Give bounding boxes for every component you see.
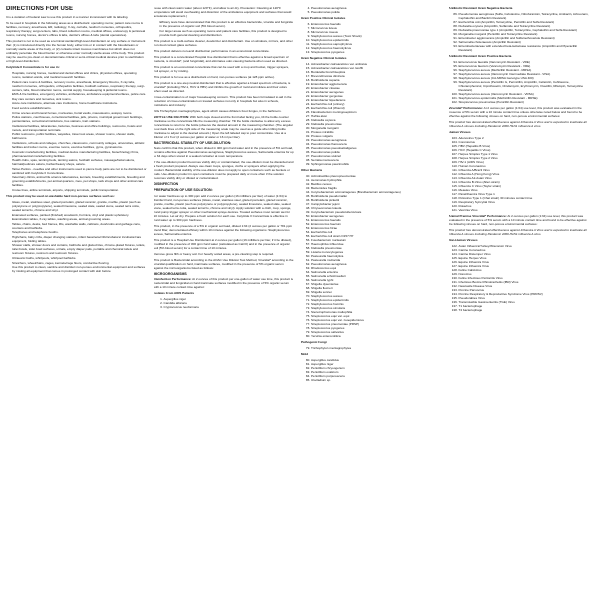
gram-negative-list <box>301 62 442 166</box>
list-item: 135. Pseudorabies Virus <box>459 296 590 300</box>
stability-text: Tests confirm that this product, when diluted in 400 ppm hard water and in the presence of 5% soil load, remains effective against Pseudomonas aeruginosa, Staphylococcus aureus, Salmonella enterica for up to 64 days when stored in a sealed container at room temperature. <box>153 146 294 158</box>
list-item: • Highchairs, baby cribs, diaper changing stations, infant bassinets/crib/incubators/ incubator/care equipment, folding tables. <box>12 235 147 243</box>
list-item: 23. Enterobacter liquefaciens <box>311 98 442 102</box>
list-item: • Cruise lines, airline terminals, airports, shipping terminals, public transportation. <box>12 188 147 192</box>
pre-clean-text: Remove gross filth or heavy soil. For heavily soiled areas, a pre-cleaning step is required. <box>153 251 275 256</box>
federal-law-text: It is a violation of Federal Law to use this product in a manner inconsistent with its labeling. <box>6 15 129 19</box>
list-item: 15. Acinetobacter calcoaceticus var. lwoffii <box>311 66 442 70</box>
list-item: 32. Proteus vulgaris <box>311 134 442 138</box>
human-viruses-title: Human Viruses <box>448 130 471 134</box>
list-item: 16. Bordetella bronchiseptica <box>311 70 442 74</box>
virucidal-lead: Virucidal* Performance: <box>448 106 483 110</box>
list-item: 111. Influenza A/Brazil Virus <box>459 168 590 172</box>
disinfection-performance-text: At 2 ounces of this product per one-gallon of water use time, this product is bactericidal and fungicidal on hard inanimate surfaces modified in the presence of 5% organic serum with a 10 minute contact time against: <box>153 277 294 290</box>
animal-virucidal-paragraph <box>449 214 590 226</box>
list-item: 60. Pasteurella haemolytica <box>311 254 442 258</box>
list-item: 114. Influenza B-Virus (Allen strain) <box>459 180 590 184</box>
one-step-text: This product is a one-step neutral disinfectant that is effective against a broad spectrum of bacteria, is virucidal* (including HIV-1, HCV & HBV) and inhibits the growth of mold and mildew and their odors when used as directed. <box>153 80 291 93</box>
sterilant-warning-text: This product is not to be used as a terminal sterilant/high-level disinfectant on any surface or instrument that: (1) is introduced directly into the human body, either into or in contact with the bloodstream or normally sterile areas of the body, or (2) contacts intact mucous membranes but which does not ordinarily penetrate the blood barrier or otherwise enter normally sterile areas of the body. This product may be used to pre-clean or decontaminate critical or semi-critical medical devices prior to sterilization or high-level disinfection. <box>6 39 146 63</box>
list-item: 133. Porcine Parvovirus <box>459 288 590 292</box>
list-item: 94. Enterococcus faecalis (Vancomycin Resistant - VRE) <box>459 60 590 64</box>
list-item: 128. Feline Calicivirus <box>459 268 590 272</box>
list-item: 115. Influenza C Virus (Taylor strain) <box>459 184 590 188</box>
list-item: 70. Staphylococcus aureus <box>311 294 442 298</box>
fungi-title: Pathogenic Fungi <box>301 340 327 344</box>
list-item: 124. Canine Distemper Virus <box>459 252 590 256</box>
list-item: 67. Shigella dysenteriae <box>311 282 442 286</box>
use-dilution-dirty-text: If the use-dilution product becomes visibly dirty or contaminated, the use-dilution must be discarded and a fresh product prepared. Always use clean mops, sponges, cloths or sprayers when applying the product. Bactericidal stability of the use-dilution does not apply to open containers such as buckets or pails. Use-dilution product in open containers must be prepared daily or more often if the solution becomes visibly dirty or diluted or contaminated. <box>153 160 294 180</box>
list-item: 75. Streptococcus equi var. equi <box>311 314 442 318</box>
list-item: 64. Salmonella enterica <box>311 270 442 274</box>
list-item: 87. Escherichia coli (Ampicillin, Tetracycline, Penicillin and Sulfa Resistant) <box>459 20 590 24</box>
influenza-note-1: This product has demonstrated effectiveness against Influenza A Virus and is expected to inactivate all influenza A viruses including Pandemic 2009 H1N1 influenza A virus. <box>448 120 587 128</box>
list-item: • Police stations, courthouses, correctional facilities, jails, prisons, municipal government buildings, penitentiaries, correctional institutions, bus stations, train stations. <box>12 115 147 123</box>
list-item: 137. T1 bacteriophage <box>459 304 590 308</box>
list-item: • Crime scenes and funeral homes, mortuaries, burial vaults, mausoleums, autopsy rooms. <box>12 111 147 115</box>
list-item: 106. HCV (Hepatitis C Virus) <box>459 148 590 152</box>
list-item: 93. Enterobacteriaceae with extended beta-lactamase resistance (Ampicillin and Piperacillin Resistant) <box>459 44 590 52</box>
list-item: • Shower stalls, shower doors and curtains, bathtubs and glazed tiles, chrome-plated fixtures, toilets, toilet bowls, toilet bowl surfaces, urinals, empty diaper pails, portable and chemical toilets and restroom fixtures, restroom and restroom fixtures. <box>12 243 147 255</box>
list-item: 100. Staphylococcus aureus (Vancomycin Resistant - VRSA) <box>459 92 590 96</box>
list-item: 91. Enterobacter agglomerans (Ampicillin and Sulfamethoxazole Resistant) <box>459 36 590 40</box>
list-item: 54. Escherichia coli <box>311 230 442 234</box>
column-1 <box>6 6 147 596</box>
list-item: 107. Herpes Simplex Type 1 Virus <box>459 152 590 156</box>
list-item: 103. Adenovirus Type 2 <box>459 136 590 140</box>
list-item: 9. Staphylococcus aureus (Toxic Shock) <box>311 34 442 38</box>
list-item: 36. Pseudomonas putida <box>311 150 442 154</box>
list-item: • Examination tables, X-ray tables, washing areas, animal grooming areas. <box>12 217 147 221</box>
list-item: 66. Salmonella typhi <box>311 278 442 282</box>
list-item: • Cosmetic manufacturing facilities, medical device manufacturing facilities, biotechnology firms, pharmaceutical manufacturing facilities. <box>12 150 147 158</box>
list-item: 58. Klebsiella pneumoniae <box>311 246 442 250</box>
list-item: 96. Staphylococcus aureus (Methicillin Resistant - MRSA) <box>459 68 590 72</box>
list-item: 123. Canine Coronavirus <box>459 248 590 252</box>
list-item: 6. Enterococcus faecalis <box>311 22 442 26</box>
list-item: 129. Norovirus <box>459 272 590 276</box>
list-item: 113. Influenza A2-Asian Virus <box>459 176 590 180</box>
gram-negative-title: Gram Negative Clinical Isolates <box>301 56 347 60</box>
list-item: 73. Staphylococcus simulans <box>311 306 442 310</box>
list-item: 43. Bacteroides fragilis <box>311 186 442 190</box>
cross-contamination-text: Cross-contamination is of major housekeeping concern. This product has been formulated to aid in the reduction of cross-contamination on treated surfaces not only in hospitals but also in schools, institutions and industry. <box>153 94 292 107</box>
list-item: 52. Enterococcus faecium <box>311 222 442 226</box>
aids-isolates-list <box>154 297 295 309</box>
list-item: 79. Trichophyton mentagrophytes <box>311 346 442 350</box>
list-item: • Use this product to clean, sanitize and disinfect non-porous environmental equipment and surfaces by misting all equipment that comes in prolonged contact with skin before <box>12 265 147 273</box>
hospital-use-text: To be used in hospitals in the following areas as a disinfectant: operating rooms; patient care rooms & facilities, recovery, anesthesia, ER, radiology, X-ray, cat labs, newborn nurseries, orthopedics, respiratory therapy, surgi-centers, labs, blood collection rooms, medical offices, endoscopy & peritoneal rooms, nursing homes, doctor's offices & labs, dentist's offices & labs (dental operatories). <box>6 21 146 37</box>
column-2 <box>154 6 295 596</box>
hospital-use-dilution-text: This product is a Hospital Use Disinfectant at 2 ounces per gallon (16 milliliters per liter, if it be diluted), modified in the presence of 300 ppm hard water (calculated as CaCO) and in the presence of organic soil (5% blood serum) for a contact time of 10 minutes. <box>153 237 292 250</box>
list-item: 55. Escherichia coli strain O157:H7 <box>311 234 442 238</box>
list-item: • Ultrasonic baths, whirlpools, whirlpool bathtubs. <box>12 256 147 260</box>
list-item: 50. Enterobacter aerogenes <box>311 214 442 218</box>
list-item: 118. Poliovirus Type 1 (Chat strain) 30 minutes contact time <box>459 196 590 200</box>
list-item: 116. Measles Virus <box>459 188 590 192</box>
list-item: 18. Burkholderia cepacia <box>311 78 442 82</box>
list-item: 85. Ulocladium sp. <box>311 378 442 382</box>
list-item: 62. Pseudomonas aeruginosa <box>311 262 442 266</box>
surfaces-heading: This product may be used on washable hard non-porous surfaces such as: <box>6 193 115 198</box>
disinfection-performance-paragraph <box>154 277 295 289</box>
list-item: 40. Actinobacillus pleuropneumoniae <box>311 174 442 178</box>
athletes-foot-text: Kills Trichophyton mentagrophytes, agent which causes Athlete's Foot fungus, in the bathroom. <box>153 108 282 113</box>
list-item: 119. Respiratory Syncytial Virus <box>459 200 590 204</box>
list-item: 77. Streptococcus pneumoniae (PRSP) <box>311 322 442 326</box>
list-item: 104. Coronavirus <box>459 140 590 144</box>
list-item: 125. Equine Herpes Virus <box>459 256 590 260</box>
aoac-text: This product is Bactericidal according to the AOAC Use Dilution Test Method, Virucidal* according to the virucidal qualification on hard, inanimate surfaces, modified in the presence of 5% organic serum against the microorganisms listed as follows: <box>153 257 294 270</box>
fungi-list <box>301 346 442 350</box>
list-item: 126. Equine Influenza Virus <box>459 260 590 264</box>
list-item: 21. Enterobacter aerogenes <box>311 90 442 94</box>
list-item: 12. Staphylococcus haemolyticus <box>311 46 442 50</box>
list-item: 5. Pseudomonas putida <box>311 10 442 14</box>
virucidal-paragraph <box>449 106 590 118</box>
animal-virucidal-lead: Animal Premise Virucidal* Performance: <box>448 214 507 218</box>
influenza-note-2: This product has demonstrated effectiveness against Influenza A Virus and is expected to inactivate all influenza A viruses including Pandemic 2009-H1N1 influenza A virus. <box>448 228 587 236</box>
list-item: 78. Streptococcus pyogenes <box>311 326 442 330</box>
list-item: 1. Aspergillus niger <box>164 297 295 301</box>
other-bacteria-title: Other Bacteria <box>301 168 322 172</box>
list-item: 59. Listeria monocytogenes <box>311 250 442 254</box>
list-item: • Tables, chairs, desks, bed frames, lifts, washable walls, cabinets, doorknobs and garbage cans, counters and bathtubs. <box>12 222 147 230</box>
continued-list <box>301 6 442 14</box>
list-item: • Hospitals, nursing homes, medical and dental offices and clinics, physician offices, operating rooms, isolation wards, and medical research facilities. <box>12 71 147 79</box>
bottle-use-title: BOTTLE USE DILUTION: <box>153 114 190 119</box>
list-item: 82. Penicillium chrysogenum <box>311 366 442 370</box>
list-item: 112. Influenza A (Hong Kong) Virus <box>459 172 590 176</box>
list-item: • Public restrooms, public facilities, waysides, travel rest areas, shower rooms, shower stalls, bathrooms. <box>12 132 147 140</box>
list-item: 34. Pseudomonas fluorescens <box>311 142 442 146</box>
list-item: 95. Enterococcus faecium (Vancomycin Resistant - VRE) <box>459 64 590 68</box>
use-locations-list <box>6 71 147 192</box>
list-item: 20. Enterobacter cloacae <box>311 86 442 90</box>
list-item: • Glass, metal, stainless steel, glazed porcelain, glazed ceramic, granite, marble, plastic (such as polystyrene or polypropylene), sealed limestone, sealed slate, sealed stone, sealed terra cotta, sealed terrazzo, chrome and vinyl. <box>12 200 147 212</box>
list-item: 38. Serratia marcescens <box>311 158 442 162</box>
gram-positive-title: Gram Positive Clinical Isolates <box>301 16 346 20</box>
list-item: 41. Aeromonas hydrophila <box>311 178 442 182</box>
directions-title: DIRECTIONS FOR USE <box>6 6 74 12</box>
hospital-disinfectant-text: This product is a concentrated Hospital Use disinfectant that is effective against a broad spectrum of bacteria, is virucidal*, (and fungicidal), and eliminates odor-causing bacteria when used as directed. <box>153 54 289 63</box>
hard-surface-text: This product is for use as a disinfectant on hard, non-porous surfaces (at 128 ppm active). <box>153 74 275 79</box>
list-item: 17. Brevundimonas diminuta <box>311 74 442 78</box>
list-item: 105. HBV (Hepatitis B Virus) <box>459 144 590 148</box>
list-item: • Acute care institutions, alternate care institutions, home healthcare institutions. <box>12 101 147 105</box>
list-item: 80. Aspergillus candidus <box>311 358 442 362</box>
list-item: 51. Enterococcus faecalis <box>311 218 442 222</box>
ar-gram-positive-title: Antibiotic Resistant Gram Positive Bacteria <box>448 54 512 58</box>
list-item: 28. Klebsiella oxytoca <box>311 118 442 122</box>
list-item: 65. Salmonella schottmuelleri <box>311 274 442 278</box>
list-item: 98. Staphylococcus aureus (CA-MRSA Genotype USA 400) <box>459 76 590 80</box>
efficacy-list <box>154 20 295 37</box>
list-item: 48. Chryseomonas luteola <box>311 206 442 210</box>
list-item: • Tattoo Parlors - needles and other instruments used to pierce body parts are not to be disinfected or sanitized with Cetylcide II Concentrate. <box>12 167 147 175</box>
preparation-title: PREPARATION OF USE SOLUTION: <box>153 188 213 193</box>
organic-soil-text: This product, in the presence of a 5% in organic soil load, diluted 1:64 (2 ounces per gallon or 781 ppm blend filter, demonstrated efficacy within 10 minutes against the following organisms: Staphylococcus aureus, Salmonella enterica. <box>153 223 293 236</box>
list-item: 138. T4 bacteriophage <box>459 308 590 312</box>
list-item: 84. Penicillium purpurescens <box>311 374 442 378</box>
list-item: 71. Staphylococcus epidermidis <box>311 298 442 302</box>
list-item: 2. Candida albicans <box>164 301 295 305</box>
other-bacteria-list <box>301 174 442 338</box>
non-human-viruses-title: Non-Human Viruses <box>448 238 478 242</box>
list-item: 134. Porcine Respiratory & Reproductive Syndrome Virus (PRRSV) <box>459 292 590 296</box>
list-item: 89. Klebsiella pneumoniae type 1 (Ampicillin, Tetracycline, Cephalothin and Sulfa Resistant) <box>459 28 590 32</box>
list-item: 63. Rhodococcus equi <box>311 266 442 270</box>
ar-gram-positive-list <box>449 60 590 104</box>
list-item: 4. Pseudomonas aeruginosa <box>311 6 442 10</box>
microorganisms-title: MICROORGANISMS <box>153 271 187 276</box>
list-item: 99. Staphylococcus aureus (Penicillin G, Pennicillin, Ampicillin, Cefazolin, Ceftriaxone, Chloramphenicol, Ciprofloxacin, Clindamycin, Erythromycin, Oxacillin, Rifampin, Tetracycline Resistant) <box>459 80 590 92</box>
list-item: • Food service establishments. <box>12 106 147 110</box>
list-item: 76. Streptococcus equi var. zooepidemicus <box>311 318 442 322</box>
list-item: 132. Newcastle Disease Virus <box>459 284 590 288</box>
reuse-text: reuse with clean warm water (about 120°F), and allow to air dry. Precaution: Cleaning at 120°F temperature will avoid overheating and distortion of the ambulance equipment and surfaces that would accelerate replacement.) <box>153 6 292 18</box>
list-item: 45. Burkholderia pseudomallei <box>311 194 442 198</box>
list-item: 46. Burkholderia pickettii <box>311 198 442 202</box>
gram-positive-list <box>301 22 442 54</box>
multi-surface-text: This product is a multi-surface cleaner, deodorizer and disinfectant. Use on windows, mirrors, and other non-food contact glass surfaces. <box>153 38 293 47</box>
list-item: 79. Streptococcus salivarius <box>311 330 442 334</box>
list-item: 37. Pseudomonas stutzeri <box>311 154 442 158</box>
list-item: • Stretchers, wheelchairs, cages, kennels/cage floors, conductive flooring. <box>12 261 147 265</box>
virucidal-text: At 2 ounces per gallon (1:64) use level, this product was evaluated in the presence of 5% serum with a 10 minute contact time unless otherwise noted below and found to be effective against the following viruses on hard, non-porous environmental surfaces: <box>448 106 583 118</box>
disinfection-performance-lead: Disinfection Performance: <box>153 277 192 282</box>
list-item: 19. Enterobacter agglomerans <box>311 82 442 86</box>
disinfection-title: DISINFECTION <box>153 182 179 186</box>
list-item: 68. Shigella flexneri <box>311 286 442 290</box>
list-item: 39. Sphingomonas paucimobilis <box>311 162 442 166</box>
list-item: 83. Penicillium oxalicum <box>311 370 442 374</box>
ar-gram-negative-list <box>449 12 590 52</box>
mold-list <box>301 358 442 382</box>
list-item: 109. HIV-1 (AIDS Virus) <box>459 160 590 164</box>
column-4 <box>449 6 590 596</box>
stability-title: BACTERICIDAL STABILITY OF USE-DILUTION: <box>153 140 232 145</box>
animal-virucidal-text: At 2 ounces per gallon (1:64) use level, this product was evaluated in the presence of 5% serum with a 10 minute contact time and found to be effective against the following viruses on hard, non-porous environmental surfaces: <box>448 214 587 226</box>
list-item: 56. Fusobacterium nucleatum <box>311 238 442 242</box>
aids-isolates-title: Isolates From AIDS Patients <box>153 291 195 296</box>
list-item: 57. Haemophilus influenzae <box>311 242 442 246</box>
list-item: 22. Enterobacter gergoviae <box>311 94 442 98</box>
list-item: 92. Salmonella choleraesuis (Ampicillin Resistant) <box>459 40 590 44</box>
list-item: 81. Aspergillus niger <box>311 362 442 366</box>
list-item: • EMS & fire facilities, emergency vehicles, ambulances, ambulance equipment/surfaces, police cars. <box>12 92 147 96</box>
list-item: 7. Micrococcus luteus <box>311 26 442 30</box>
list-item: 49. Corynebacterium pseudotuberculosis <box>311 210 442 214</box>
list-item: 86. Pseudomonas aeruginosa (Sulfa, Cefotaxime, Nitrofurantoin, Tetracycline, Amikacin, Aztreonam, Cephalothin and Bacitrin Resistant) <box>459 12 590 20</box>
bottle-use-text: With both caps closed and the front label facing you, tilt the bottle counter clockwise so the concentrate fills the measuring chamber. Tilt the bottle clockwise to allow any excess concentrate to return to the bottle (observe the desired amount in the measuring chamber. (The angular pour-back lines on the right side of the measuring scale may be used as a guide when tilting bottle clockwise to adjust to the desired amount.) Open the left labeled cap to pour concentrate. Use at a dilution of 1 fl oz (2 ounces per gallon of water or 16 ml per liter). <box>153 114 293 139</box>
list-item: 47. Campylobacter jejuni <box>311 202 442 206</box>
list-item: • Institutional facilities, laboratories, factories, business and office buildings, restrooms, hotels and motels, and transportation terminals. <box>12 124 147 132</box>
bottle-use-paragraph <box>154 115 295 139</box>
list-item: 127. Equine Influenza Virus <box>459 264 590 268</box>
list-item: • Institutions, schools and colleges, churches, classrooms, community colleges, universities, athletic facilities and locker rooms, exercise rooms, exercise facilities, gyms, gymnasiums. <box>12 141 147 149</box>
list-item: 27. Hafnia alvei <box>311 114 442 118</box>
list-item: • For larger areas such as operating rooms and patient care facilities, this product is designed to provide both general cleaning and disinfection. <box>160 29 295 37</box>
list-item: 13. Streptococcus pyogenes <box>311 50 442 54</box>
surfaces-list <box>6 200 147 273</box>
list-item: 130. Feline Infectious Peritonitis Virus <box>459 276 590 280</box>
list-item: • Efficacy tests have demonstrated that this product is an effective bactericide, virucide and fungicide in the presence of organic soil (5% blood serum). <box>160 20 295 28</box>
list-item: 25. Escherichia coli (Wound) <box>311 106 442 110</box>
list-item: 14. Acinetobacter calcoaceticus var. anitratus <box>311 62 442 66</box>
list-item: 136. Transmissible Gastroenteritis (TGE) Virus <box>459 300 590 304</box>
non-acid-text: This product delivers non-acid disinfection performance in an economical concentrate. <box>153 48 270 53</box>
list-item: • Health clubs, spas, tanning beds, tanning salons, footbath surfaces, massage/facial salons, hair/nail/pedicure salons, barber/beauty shops, salons. <box>12 158 147 166</box>
list-item: 74. Stenotrophomonas maltophilia <box>311 310 442 314</box>
list-item: 108. Herpes Simplex Type 2 Virus <box>459 156 590 160</box>
column-3 <box>301 6 442 596</box>
preparation-text: For water hardness up to 300 ppm add 2 ounces per gallon (16 milliliters per liter) of water (1:64) to disinfect hard, non-porous surfaces (Glass, metal, stainless steel, glazed porcelain, glazed ceramic, granite, marble, plastic (such as polystyrene or polypropylene), sealed limestone, sealed slate, sealed stone, sealed terra cotta, sealed terrazzo, chrome and vinyl). Apply solution with a cloth, mop, sponge, hand pump trigger sprayer or other mechanical spraye devices. Treated surfaces must remain wet for 10 minutes. Let air dry. Prepare a fresh solution for each use. Cetylcide II Concentrate is effective in hard water up to 300 ppm hardness. <box>153 193 292 222</box>
list-item: 8. Micrococcus roseus <box>311 30 442 34</box>
list-item: 101. Staphylococcus epidermidis (Methicillin Resistant - MRSE) <box>459 96 590 100</box>
list-item: 35. Pseudomonas pseudoalcaligenes <box>311 146 442 150</box>
mold-title: Mold <box>301 352 309 356</box>
list-item: 120. Rotavirus <box>459 204 590 208</box>
list-item: 26. Flavobacterium meningosepticum <box>311 110 442 114</box>
list-item: 69. Shigella sonnei <box>311 290 442 294</box>
list-item: 33. Pseudomonas aeruginosa <box>311 138 442 142</box>
list-item: 88. Klebsiella oxytoca (Ampicillin, Sulfamide and Tetracycline Resistant) <box>459 24 590 28</box>
list-item: 24. Escherichia coli (urinary) <box>311 102 442 106</box>
list-item: 44. Corynebacterium ammoniagenes (Brevibacterium ammoniagenes) <box>311 190 442 194</box>
list-item: 53. Enterococcus hirae <box>311 226 442 230</box>
list-item: 117. Parainfluenza Virus Type 1 <box>459 192 590 196</box>
list-item: 31. Proteus mirabilis <box>311 130 442 134</box>
list-item: 131. Infectious Bovine Rhinotracheitis (IBR) Virus <box>459 280 590 284</box>
list-item: 121. Vaccinia Virus <box>459 208 590 212</box>
list-item: 110. Human Coronavirus <box>459 164 590 168</box>
list-item: 122. Avian Influenza/Turkey/Wisconsin Virus <box>459 244 590 248</box>
use-in-heading: Cetylcide II Concentrate is for use in: <box>6 65 60 69</box>
ar-gram-negative-title: Antibiotic Resistant Gram Negative Bacteria <box>448 6 513 10</box>
list-item: • Patient care rooms & facilities, recovery rooms, anesthesia, Emergency Rooms, X-ray labs, newborn nurseries, orthopedics, orthopedics facilities, footbath surfaces, respiratory therapy, surgi-centers, labs, blood collection rooms, central supply, housekeeping & janitorial rooms. <box>12 80 147 92</box>
list-item: 102. Streptococcus pneumoniae (Penicillin Resistant) <box>459 100 590 104</box>
list-item: 80. Yersinia enterocolitica <box>311 334 442 338</box>
economical-text: This product is an economical concentrate that can be used with a mop and bucket, trigger sprayers, coil sprayer, or by misting. <box>153 64 289 73</box>
list-item: 29. Klebsiella pneumoniae <box>311 122 442 126</box>
list-item: 42. Bacillus cereus <box>311 182 442 186</box>
list-item: 72. Staphylococcus hominis <box>311 302 442 306</box>
list-item: 30. Morganella morganii <box>311 126 442 130</box>
list-item: 61. Pasteurella multocida <box>311 258 442 262</box>
list-item: 3. Cryptococcus neoformans <box>164 305 295 309</box>
list-item: 97. Staphylococcus aureus (Vancomycin Intermediate Resistant - VISA) <box>459 72 590 76</box>
list-item: • Enameled surfaces, painted (finished) woodwork, Formica, vinyl and plastic upholstery. <box>12 213 147 217</box>
list-item: • Day care centers and nurseries, sick rooms. <box>12 97 147 101</box>
non-human-viruses-list <box>449 244 590 312</box>
list-item: • Telephones and telephone booths. <box>12 230 147 234</box>
list-item: 11. Staphylococcus saprophyticus <box>311 42 442 46</box>
list-item: • Veterinary clinics, animal life science laboratories, kennels, breeding establishments, breeding and grooming establishments, pet animal quarters, zoos, pet shops, tack shops and other animal care facilities. <box>12 175 147 187</box>
list-item: 10. Staphylococcus epidermidis <box>311 38 442 42</box>
human-viruses-list <box>449 136 590 212</box>
list-item: 90. Morganella morganii (Penicillin and Tetracycline Resistant) <box>459 32 590 36</box>
